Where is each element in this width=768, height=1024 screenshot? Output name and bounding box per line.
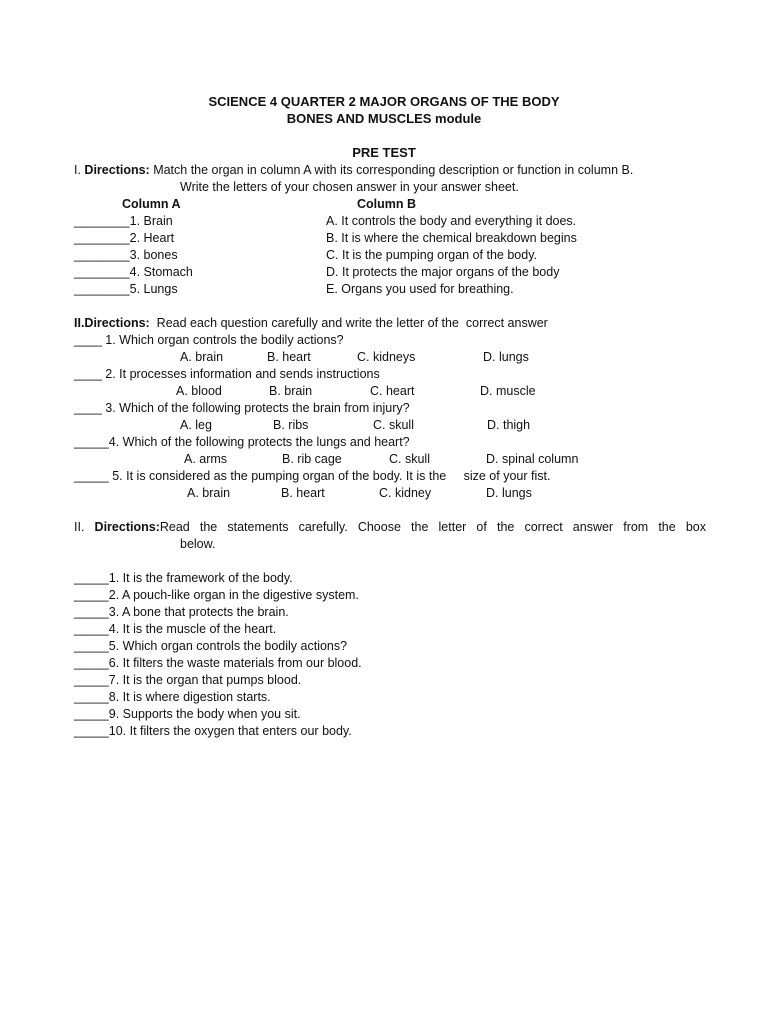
choice: B. heart: [281, 486, 325, 500]
list-item: _____8. It is where digestion starts.: [74, 690, 271, 704]
choice: C. kidney: [379, 486, 432, 500]
part3-directions: II. Directions:Read the statements carefully. Choose the letter of the correct answer from the box: [74, 520, 706, 534]
choice: D. spinal column: [486, 452, 579, 466]
choice: B. rib cage: [282, 452, 342, 466]
part2-directions-label: II.Directions:: [74, 316, 150, 330]
choice: C. heart: [370, 384, 415, 398]
list-item: _____6. It filters the waste materials from our blood.: [74, 656, 362, 670]
choice: A. blood: [176, 384, 222, 398]
part1-directions-label: Directions:: [84, 163, 150, 177]
choice: B. ribs: [273, 418, 309, 432]
question-text: _____4. Which of the following protects the lungs and heart?: [74, 435, 410, 449]
choice: C. kidneys: [357, 350, 416, 364]
column-b-header: Column B: [357, 197, 417, 211]
list-item: _____10. It filters the oxygen that enters our body.: [74, 724, 352, 738]
match-item-a: ________5. Lungs: [74, 282, 178, 296]
match-item-a: ________2. Heart: [74, 231, 175, 245]
match-item-b: E. Organs you used for breathing.: [326, 282, 514, 296]
match-item-b: B. It is where the chemical breakdown begins: [326, 231, 577, 245]
match-item-b: A. It controls the body and everything it does.: [326, 214, 577, 228]
list-item: _____4. It is the muscle of the heart.: [74, 622, 277, 636]
match-item-a: ________3. bones: [74, 248, 178, 262]
choice: A. brain: [187, 486, 231, 500]
document-subtitle: BONES AND MUSCLES module: [286, 111, 482, 126]
question-text: ____ 1. Which organ controls the bodily actions?: [74, 333, 344, 347]
choice: D. lungs: [486, 486, 532, 500]
choice: D. muscle: [480, 384, 536, 398]
list-item: _____9. Supports the body when you sit.: [74, 707, 301, 721]
list-item: _____3. A bone that protects the brain.: [74, 605, 289, 619]
choice: B. brain: [269, 384, 313, 398]
choice: A. leg: [180, 418, 212, 432]
match-item-b: C. It is the pumping organ of the body.: [326, 248, 538, 262]
choice: C. skull: [373, 418, 414, 432]
choice: A. arms: [184, 452, 228, 466]
list-item: _____2. A pouch-like organ in the digestive system.: [74, 588, 359, 602]
choice: D. thigh: [487, 418, 531, 432]
part2-directions: II.Directions: Read each question carefully and write the letter of the correct answer: [74, 316, 548, 330]
part1-directions-cont: Write the letters of your chosen answer in your answer sheet.: [180, 180, 519, 194]
match-item-a: ________4. Stomach: [74, 265, 193, 279]
part3-directions-cont: below.: [180, 537, 216, 551]
question-text: _____ 5. It is considered as the pumping organ of the body. It is the size of your fist.: [74, 469, 551, 483]
list-item: _____5. Which organ controls the bodily actions?: [74, 639, 348, 653]
pretest-heading: PRE TEST: [352, 145, 416, 160]
column-a-header: Column A: [122, 197, 181, 211]
choice: B. heart: [267, 350, 311, 364]
document-title: SCIENCE 4 QUARTER 2 MAJOR ORGANS OF THE BODY: [208, 94, 560, 109]
part1-directions: I. Directions: Match the organ in column A with its corresponding description or function in column B.: [74, 163, 634, 177]
match-item-a: ________1. Brain: [74, 214, 173, 228]
list-item: _____1. It is the framework of the body.: [74, 571, 293, 585]
list-item: _____7. It is the organ that pumps blood.: [74, 673, 302, 687]
choice: A. brain: [180, 350, 224, 364]
match-item-b: D. It protects the major organs of the body: [326, 265, 560, 279]
question-text: ____ 3. Which of the following protects the brain from injury?: [74, 401, 410, 415]
part3-directions-label: Directions:: [94, 520, 160, 534]
choice: D. lungs: [483, 350, 529, 364]
question-text: ____ 2. It processes information and sends instructions: [74, 367, 380, 381]
choice: C. skull: [389, 452, 430, 466]
